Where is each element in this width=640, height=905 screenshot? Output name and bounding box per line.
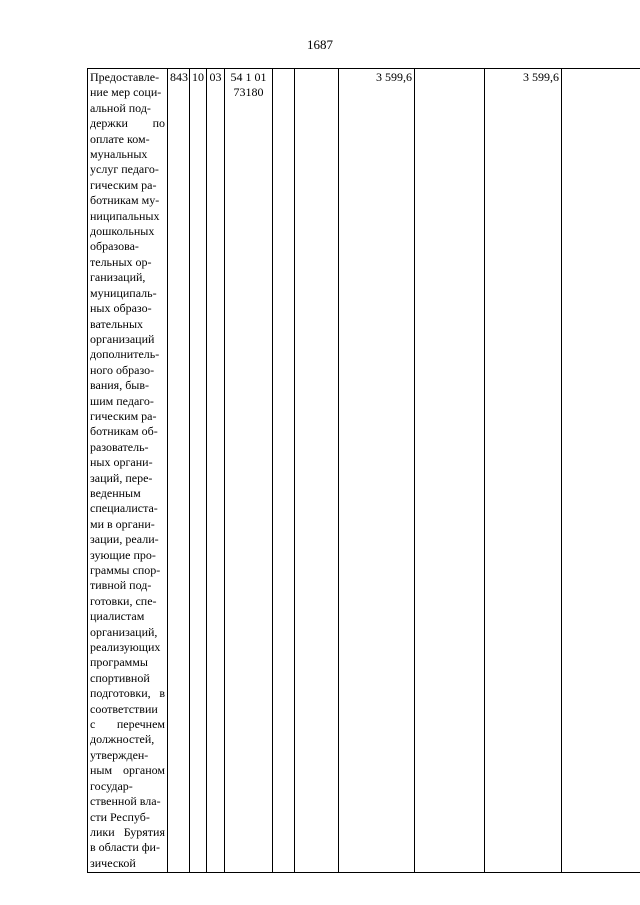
expenditure-name-line: граммы спор- bbox=[90, 563, 161, 577]
expenditure-name-line: ным органом bbox=[90, 763, 165, 778]
expenditure-name-cell bbox=[88, 69, 168, 873]
expenditure-name-line: тельных ор- bbox=[90, 254, 152, 269]
expenditure-name-line: дополнитель- bbox=[90, 347, 160, 362]
expenditure-name bbox=[90, 70, 165, 871]
expenditure-name-line: спортивной bbox=[90, 670, 150, 685]
empty-cell bbox=[295, 69, 339, 873]
target-article-cell: 54 1 01 73180 bbox=[225, 69, 273, 873]
section-code-cell: 10 bbox=[190, 69, 207, 873]
expense-type-cell bbox=[273, 69, 295, 873]
subsection-code-cell: 03 bbox=[207, 69, 225, 873]
expenditure-name-line: в области фи- bbox=[90, 840, 160, 855]
expenditure-name-line: шим педаго- bbox=[90, 393, 154, 408]
expenditure-name-line: специалиста- bbox=[90, 501, 158, 516]
expenditure-name-line: ние мер соци- bbox=[90, 85, 162, 100]
expenditure-name-line: зации, реали- bbox=[90, 532, 159, 547]
expenditure-name-line: готовки, спе- bbox=[90, 593, 157, 608]
expenditure-name-line: вательных bbox=[90, 316, 144, 331]
expenditure-name-line: государ- bbox=[90, 778, 133, 793]
amount-cell: 3 599,6 bbox=[485, 69, 562, 873]
expenditure-name-line: зической bbox=[90, 855, 136, 870]
expenditure-name-line: альной под- bbox=[90, 100, 151, 115]
expenditure-name-line: услуг педаго- bbox=[90, 162, 159, 177]
expenditure-name-line: гическим ра- bbox=[90, 177, 157, 192]
expenditure-name-line: ми в органи- bbox=[90, 516, 155, 531]
expenditure-name-line: ного образо- bbox=[90, 362, 155, 377]
expenditure-name-line: лики Бурятия bbox=[90, 824, 165, 839]
expenditure-name-line: утвержден- bbox=[90, 747, 149, 762]
expenditure-name-line: веденным bbox=[90, 485, 141, 500]
expenditure-name-line: сти Респуб- bbox=[90, 809, 150, 824]
expenditure-name-line: ственной вла- bbox=[90, 794, 161, 809]
expenditure-name-line: организаций bbox=[90, 331, 155, 346]
ministry-code-cell: 843 bbox=[168, 69, 190, 873]
expenditure-name-line: зующие про- bbox=[90, 547, 156, 562]
expenditure-name-line: соответствии bbox=[90, 701, 158, 716]
expenditure-name-line: программы bbox=[90, 655, 148, 670]
expenditure-name-line: с перечнем bbox=[90, 717, 165, 732]
expenditure-name-line: ганизаций, bbox=[90, 270, 146, 285]
empty-cell bbox=[562, 69, 640, 873]
expenditure-name-line: держки по bbox=[90, 116, 165, 131]
expenditure-name-line: циалистам bbox=[90, 609, 145, 624]
expenditure-name-line: дошкольных bbox=[90, 224, 155, 239]
empty-cell bbox=[415, 69, 485, 873]
expenditure-name-line: Предоставле- bbox=[90, 70, 160, 84]
expenditure-name-line: ных органи- bbox=[90, 455, 153, 470]
expenditure-name-line: должностей, bbox=[90, 732, 155, 747]
page-number: 1687 bbox=[307, 37, 333, 52]
expenditure-name-line: гическим ра- bbox=[90, 408, 157, 423]
expenditure-name-line: оплате ком- bbox=[90, 131, 150, 146]
amount-cell: 3 599,6 bbox=[339, 69, 415, 873]
expenditure-name-line: вания, быв- bbox=[90, 378, 150, 393]
expenditure-name-line: ботникам му- bbox=[90, 193, 160, 208]
expenditure-name-line: подготовки, в bbox=[90, 686, 165, 701]
expenditure-name-line: тивной под- bbox=[90, 578, 152, 593]
expenditure-name-line: реализующих bbox=[90, 640, 161, 655]
expenditure-name-line: ных образо- bbox=[90, 301, 152, 316]
expenditure-name-line: образова- bbox=[90, 239, 139, 254]
expenditure-name-line: муниципаль- bbox=[90, 285, 157, 300]
expenditure-name-line: заций, пере- bbox=[90, 470, 153, 485]
expenditure-name-line: ботникам об- bbox=[90, 424, 158, 439]
table-row bbox=[88, 69, 640, 873]
expenditure-name-line: ниципальных bbox=[90, 208, 160, 223]
budget-table bbox=[87, 68, 640, 873]
expenditure-name-line: мунальных bbox=[90, 147, 148, 162]
expenditure-name-line: разователь- bbox=[90, 439, 149, 454]
expenditure-name-line: организаций, bbox=[90, 624, 158, 639]
